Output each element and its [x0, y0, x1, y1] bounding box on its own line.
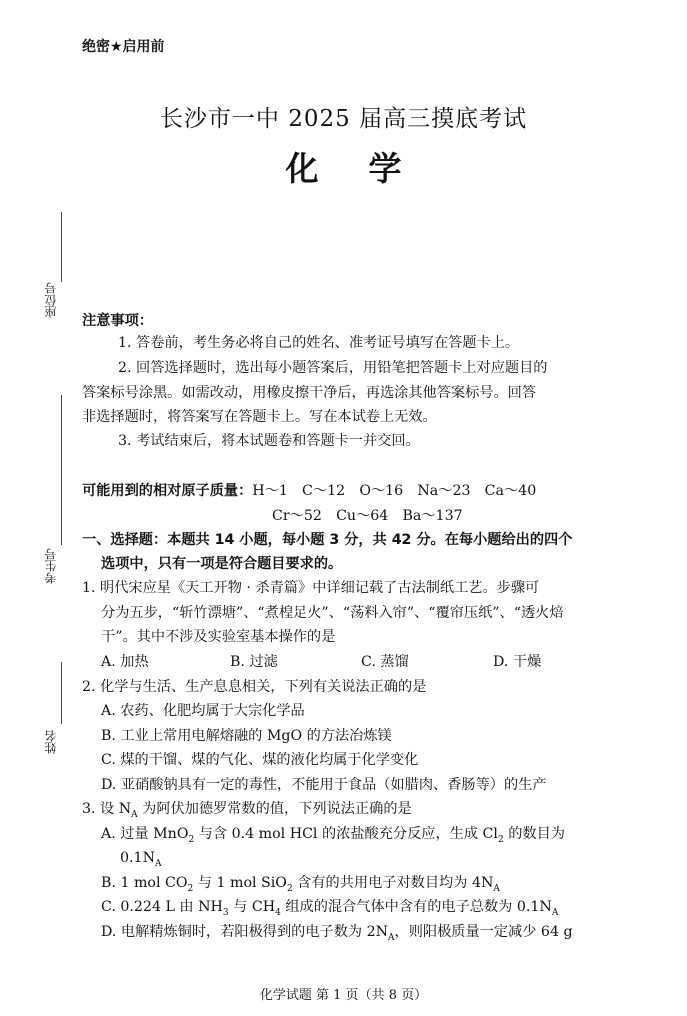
atomic-mass-label: 可能用到的相对原子质量：: [82, 483, 253, 499]
section-heading: 一、选择题：本题共 14 小题，每小题 3 分，共 42 分。在每小题给出的四个: [82, 532, 573, 548]
name-label: 姓名: [44, 730, 58, 754]
q1-option: C. 蒸馏: [361, 654, 409, 670]
q1-stem-line: 干”。其中不涉及实验室基本操作的是: [101, 629, 336, 645]
q1-stem-line: 分为五步，“斩竹漂塘”、“煮楻足火”、“荡料入帘”、“覆帘压纸”、“透火焙: [101, 605, 564, 621]
q3-option-a: A. 过量 MnO$_2$ 与含 0.4 mol HCl 的浓盐酸充分反应，生成 $Cl_2$ 的数目为: [101, 826, 565, 845]
atomic-mass-line2: Cr～52 Cu～64 Ba～137: [272, 508, 463, 524]
seat-line: [61, 212, 62, 282]
section-heading-cont: 选项中，只有一项是符合题目要求的。: [101, 556, 343, 572]
page-footer: 化学试题 第 1 页（共 8 页）: [259, 988, 428, 1003]
q2-option: D. 亚硝酸钠具有一定的毒性，不能用于食品（如腊肉、香肠等）的生产: [101, 777, 547, 793]
notice-heading: 注意事项：: [82, 313, 153, 329]
q2-option: C. 煤的干馏、煤的气化、煤的液化均属于化学变化: [101, 752, 419, 768]
notice-line: 2. 回答选择题时，选出每小题答案后，用铅笔把答题卡上对应题目的: [118, 360, 548, 376]
q2-stem: 2. 化学与生活、生产息息相关，下列有关说法正确的是: [82, 679, 427, 695]
notice-line: 答案标号涂黑。如需改动，用橡皮擦干净后，再选涂其他答案标号。回答: [82, 385, 537, 401]
subject-title: 化学: [285, 149, 452, 188]
atomic-mass-line1: [82, 481, 536, 501]
notice-line: 3. 考试结束后，将本试题卷和答题卡一并交回。: [118, 433, 420, 449]
q3-stem: 3. 设 $N_A$ 为阿伏加德罗常数的值，下列说法正确的是: [82, 801, 412, 820]
atomic-mass-values: H～1 C～12 O～16 Na～23 Ca～40: [252, 483, 537, 499]
q3-option-a-cont: $0.1N_A$: [120, 850, 162, 869]
q1-option: B. 过滤: [230, 654, 278, 670]
confidential-label: 绝密★启用前: [82, 39, 165, 55]
q3-option-b: B. 1 mol $CO_2$ 与 1 mol SiO$_2$ 含有的共用电子对数目均为 $4N_A$: [101, 875, 500, 894]
q2-option: B. 工业上常用电解熔融的 MgO 的方法冶炼镁: [101, 728, 392, 744]
seat-label: 座位号: [44, 282, 58, 318]
exam-no-line: [61, 395, 62, 545]
exam-no-label: 考生号: [44, 548, 58, 584]
name-line: [61, 662, 62, 724]
q1-option: A. 加热: [101, 654, 149, 670]
q1-stem-line: 1. 明代宋应星《天工开物 · 杀青篇》中详细记载了古法制纸工艺。步骤可: [82, 580, 540, 596]
exam-title: 长沙市一中 2025 届高三摸底考试: [159, 106, 528, 132]
q2-option: A. 农药、化肥均属于大宗化学品: [101, 703, 305, 719]
notice-line: 非选择题时，将答案写在答题卡上。写在本试卷上无效。: [82, 409, 437, 425]
q3-option-c: C. 0.224 L 由 $NH_3$ 与 $CH_4$ 组成的混合气体中含有的电子总数为 $0.1N_A$: [101, 899, 559, 918]
q3-option-d: D. 电解精炼铜时，若阳极得到的电子数为 $2N_A$，则阳极质量一定减少 64 g: [101, 924, 573, 943]
notice-line: 1. 答卷前，考生务必将自己的姓名、准考证号填写在答题卡上。: [118, 335, 520, 351]
q1-option: D. 干燥: [493, 654, 542, 670]
